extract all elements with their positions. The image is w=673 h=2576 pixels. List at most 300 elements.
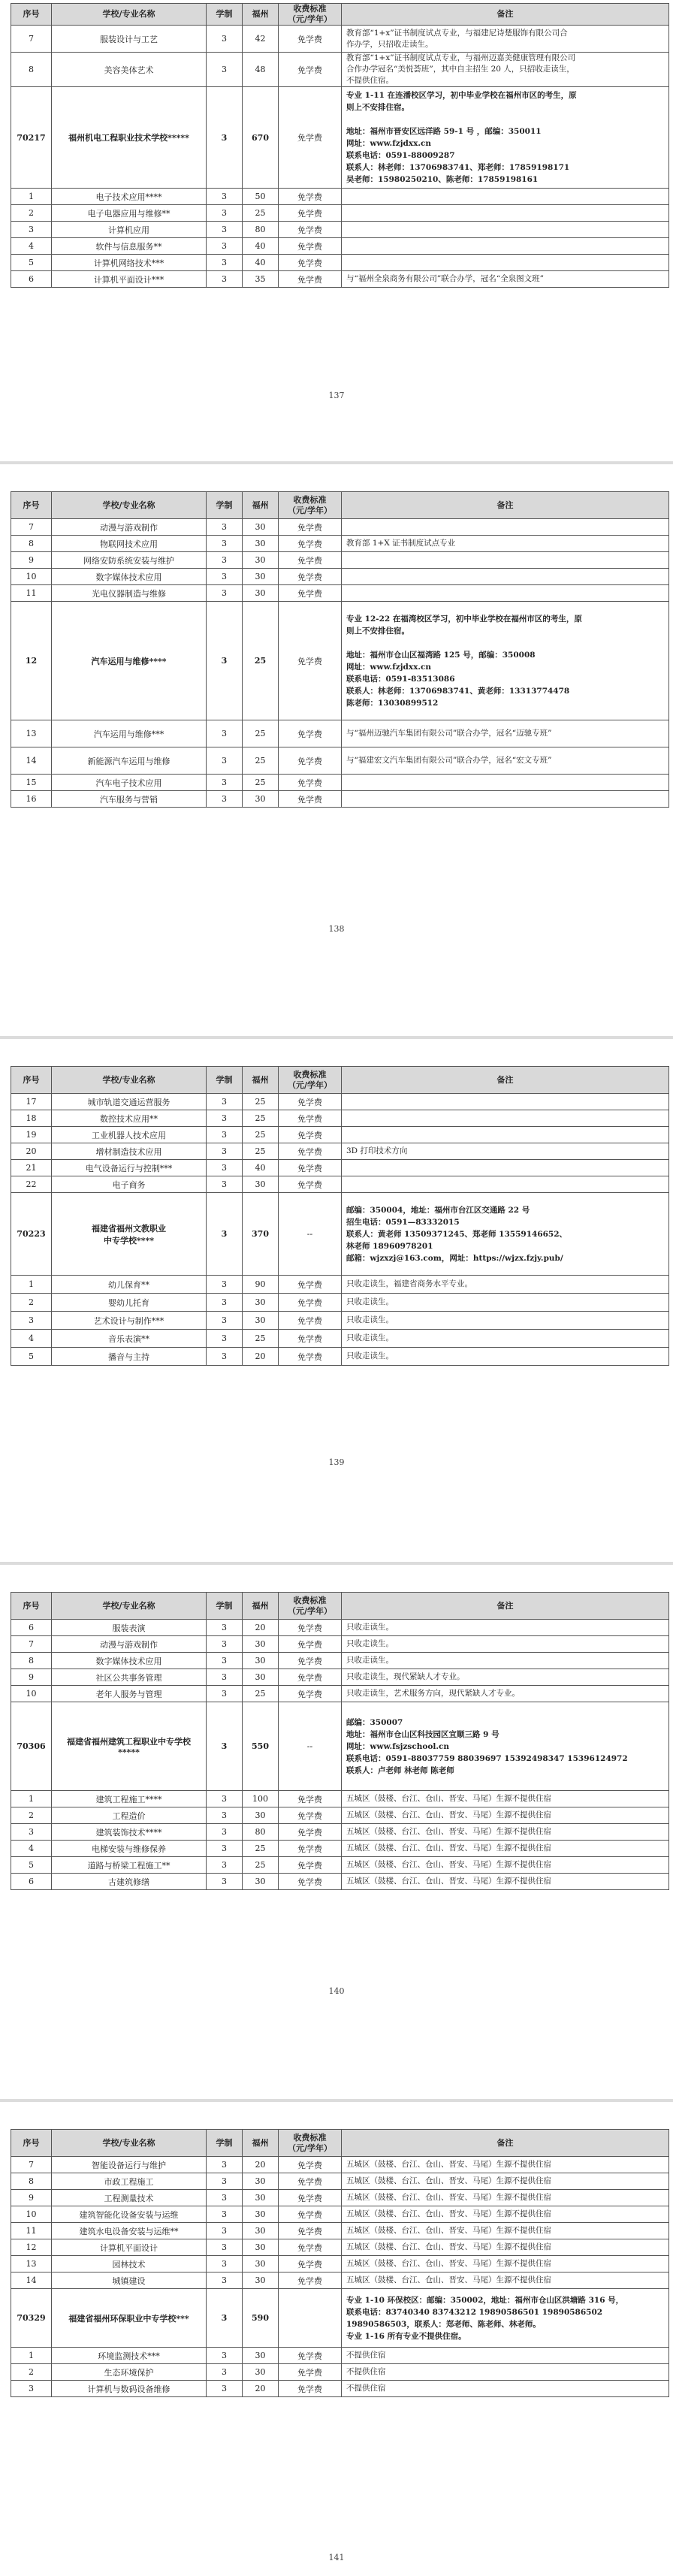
- cell-fuzhou-quota: 30: [243, 1669, 279, 1686]
- header-fee: 收费标准 （元/学年）: [279, 2130, 342, 2157]
- remark-line: 专业 1-10 环保校区：邮编：350002，地址：福州市仓山区洪塘路 316 号，: [346, 2295, 624, 2305]
- remark-line: 五城区（鼓楼、台江、仓山、晋安、马尾）生源不提供住宿: [346, 2209, 551, 2218]
- remark-line: 林老师 18960978201: [346, 1241, 433, 1251]
- cell-seq: 10: [11, 569, 52, 585]
- cell-remark: [342, 569, 669, 585]
- cell-fuzhou-quota: 48: [243, 53, 279, 87]
- cell-remark: [342, 238, 669, 255]
- major-name: 计算机应用: [52, 222, 207, 238]
- cell-remark: [342, 2206, 669, 2223]
- table-row: [11, 1330, 669, 1348]
- table-row: [11, 53, 669, 87]
- cell-fee: 免学费: [279, 569, 342, 585]
- table-row: [11, 791, 669, 808]
- header-years: 学制: [207, 4, 243, 26]
- remark-line: 联系电话：83740340 83743212 19890586501 19890586502: [346, 2307, 603, 2317]
- cell-years: 3: [207, 189, 243, 205]
- cell-years: 3: [207, 1874, 243, 1890]
- cell-years: 3: [207, 2223, 243, 2239]
- cell-years: 3: [207, 26, 243, 53]
- major-name: 电气设备运行与控制***: [52, 1160, 207, 1176]
- major-name: 物联网技术应用: [52, 536, 207, 552]
- cell-fuzhou-quota: 20: [243, 1620, 279, 1636]
- cell-fuzhou-quota: 25: [243, 205, 279, 222]
- cell-years: 3: [207, 1294, 243, 1312]
- school-name: 汽车运用与维修****: [52, 602, 207, 720]
- table-row: [11, 2206, 669, 2223]
- cell-fee: 免学费: [279, 1094, 342, 1110]
- remark-line: 招生电话：0591—83332015: [346, 1217, 460, 1227]
- remark-line: 只收走读生。: [346, 1297, 394, 1306]
- cell-years: 3: [207, 1653, 243, 1669]
- cell-remark: [342, 1874, 669, 1890]
- header-years: 学制: [207, 1067, 243, 1094]
- remark-line: 合作办学冠名“美悦荟班”，其中自主招生 20 人，只招收走读生，: [346, 65, 575, 74]
- cell-seq: 18: [11, 1110, 52, 1127]
- cell-remark: [342, 1857, 669, 1874]
- cell-remark: [342, 1110, 669, 1127]
- cell-years: 3: [207, 1330, 243, 1348]
- header-seq: 序号: [11, 2130, 52, 2157]
- cell-fuzhou-quota: 30: [243, 536, 279, 552]
- cell-fuzhou-quota: 30: [243, 2364, 279, 2381]
- remark-line: [346, 554, 664, 566]
- cell-seq: 21: [11, 1160, 52, 1176]
- cell-seq: 1: [11, 189, 52, 205]
- cell-fuzhou-quota: 30: [243, 519, 279, 536]
- header-fee: 收费标准 （元/学年）: [279, 1593, 342, 1620]
- header-fuzhou: 福州: [243, 1593, 279, 1620]
- table-row: [11, 775, 669, 791]
- cell-fee: 免学费: [279, 519, 342, 536]
- table-row: [11, 519, 669, 536]
- cell-remark: [342, 2256, 669, 2272]
- table-row: [11, 238, 669, 255]
- table-row: [11, 1669, 669, 1686]
- remark-line: 19890586503，联系人：郑老师、陈老师、林老师。: [346, 2319, 541, 2329]
- cell-years: 3: [207, 2256, 243, 2272]
- cell-seq: 6: [11, 1874, 52, 1890]
- major-name: 计算机网络技术***: [52, 255, 207, 271]
- major-name: 服装设计与工艺: [52, 26, 207, 53]
- cell-seq: 15: [11, 775, 52, 791]
- cell-seq: 9: [11, 1669, 52, 1686]
- cell-seq: 13: [11, 720, 52, 747]
- cell-fee: 免学费: [279, 1636, 342, 1653]
- page-number: 139: [328, 1457, 345, 1467]
- remark-line: [346, 191, 664, 202]
- cell-fuzhou-quota: 30: [243, 791, 279, 808]
- cell-fee: 免学费: [279, 238, 342, 255]
- major-name: 汽车电子技术应用: [52, 775, 207, 791]
- remark-line: 五城区（鼓楼、台江、仓山、晋安、马尾）生源不提供住宿: [346, 1810, 551, 1820]
- enrollment-table: [11, 3, 669, 288]
- cell-years: 3: [207, 2272, 243, 2289]
- remark-line: [346, 1113, 664, 1124]
- remark-line: 只收走读生。: [346, 1351, 394, 1360]
- school-name: 福建省福州环保职业中专学校***: [52, 2289, 207, 2348]
- cell-years: 3: [207, 519, 243, 536]
- cell-seq: 9: [11, 2190, 52, 2206]
- cell-fee: 免学费: [279, 1176, 342, 1193]
- major-name: 计算机平面设计: [52, 2239, 207, 2256]
- cell-remark: [342, 747, 669, 775]
- remark-line: 则上不安排住宿。: [346, 626, 409, 636]
- cell-fuzhou-quota: 20: [243, 1348, 279, 1366]
- cell-years: 3: [207, 1094, 243, 1110]
- cell-years: 3: [207, 87, 243, 189]
- cell-years: 3: [207, 602, 243, 720]
- table-row: [11, 1294, 669, 1312]
- cell-fee: 免学费: [279, 602, 342, 720]
- cell-remark: [342, 189, 669, 205]
- remark-line: 网址：www.fzjdxx.cn: [346, 139, 432, 148]
- cell-remark: [342, 1841, 669, 1857]
- header-remark: 备注: [342, 1593, 669, 1620]
- header-seq: 序号: [11, 1593, 52, 1620]
- cell-fuzhou-quota: 30: [243, 1294, 279, 1312]
- remark-line: 五城区（鼓楼、台江、仓山、晋安、马尾）生源不提供住宿: [346, 1827, 551, 1836]
- remark-line: [346, 224, 664, 235]
- cell-fee: 免学费: [279, 1857, 342, 1874]
- cell-years: 3: [207, 1110, 243, 1127]
- cell-fuzhou-quota: 30: [243, 1312, 279, 1330]
- remark-line: 五城区（鼓楼、台江、仓山、晋安、马尾）生源不提供住宿: [346, 1877, 551, 1886]
- cell-fee: 免学费: [279, 1160, 342, 1176]
- cell-years: 3: [207, 222, 243, 238]
- cell-fuzhou-quota: 25: [243, 1841, 279, 1857]
- cell-fee: --: [279, 1702, 342, 1791]
- cell-remark: [342, 1094, 669, 1110]
- table-row: [11, 720, 669, 747]
- cell-fuzhou-quota: 30: [243, 569, 279, 585]
- cell-remark: [342, 1686, 669, 1702]
- page-number: 141: [328, 2553, 345, 2562]
- header-remark: 备注: [342, 2130, 669, 2157]
- cell-fee: 免学费: [279, 271, 342, 288]
- table-row: [11, 1127, 669, 1143]
- remark-line: 与“福州迈驰汽车集团有限公司”联合办学，冠名“迈驰专班”: [346, 729, 552, 738]
- remark-line: [346, 793, 664, 805]
- remark-line: 地址：福州市晋安区远洋路 59-1 号 ，邮编：350011: [346, 127, 542, 136]
- cell-fuzhou-quota: 25: [243, 1127, 279, 1143]
- table-row: [11, 205, 669, 222]
- major-name: 建筑装饰技术****: [52, 1824, 207, 1841]
- cell-seq: 4: [11, 1330, 52, 1348]
- cell-years: 3: [207, 2190, 243, 2206]
- remark-line: 联系人：卢老师 林老师 陈老师: [346, 1765, 454, 1775]
- major-name: 社区公共事务管理: [52, 1669, 207, 1686]
- cell-remark: [342, 2190, 669, 2206]
- major-name: 婴幼儿托育: [52, 1294, 207, 1312]
- cell-remark: [342, 1193, 669, 1276]
- cell-years: 3: [207, 569, 243, 585]
- cell-seq: 4: [11, 238, 52, 255]
- table-row: [11, 1653, 669, 1669]
- cell-seq: 6: [11, 271, 52, 288]
- cell-remark: [342, 1160, 669, 1176]
- remark-line: 五城区（鼓楼、台江、仓山、晋安、马尾）生源不提供住宿: [346, 1860, 551, 1869]
- cell-seq: 1: [11, 1791, 52, 1807]
- cell-seq: 8: [11, 53, 52, 87]
- cell-fuzhou-quota: 50: [243, 189, 279, 205]
- table-row: [11, 2256, 669, 2272]
- cell-remark: [342, 552, 669, 569]
- remark-line: 邮箱：wjzxzj@163.com，网址：https://wjzx.fzjy.pub/: [346, 1253, 563, 1263]
- cell-seq: 12: [11, 602, 52, 720]
- header-years: 学制: [207, 1593, 243, 1620]
- cell-years: 3: [207, 720, 243, 747]
- table-row: [11, 1094, 669, 1110]
- table-row: [11, 1841, 669, 1857]
- cell-fuzhou-quota: 25: [243, 720, 279, 747]
- table-row: [11, 2223, 669, 2239]
- cell-seq: 70223: [11, 1193, 52, 1276]
- cell-years: 3: [207, 1686, 243, 1702]
- table-row: [11, 1160, 669, 1176]
- major-name: 电子商务: [52, 1176, 207, 1193]
- cell-seq: 2: [11, 1807, 52, 1824]
- cell-fee: 免学费: [279, 53, 342, 87]
- cell-years: 3: [207, 1176, 243, 1193]
- major-name: 计算机平面设计***: [52, 271, 207, 288]
- cell-fuzhou-quota: 100: [243, 1791, 279, 1807]
- remark-line: [346, 207, 664, 219]
- table-row: [11, 2348, 669, 2364]
- table-row: [11, 552, 669, 569]
- page-number: 138: [328, 924, 345, 934]
- cell-years: 3: [207, 1160, 243, 1176]
- cell-fee: 免学费: [279, 1874, 342, 1890]
- cell-fee: --: [279, 1193, 342, 1276]
- cell-remark: [342, 2223, 669, 2239]
- remark-line: [346, 257, 664, 268]
- cell-fuzhou-quota: 30: [243, 1636, 279, 1653]
- cell-fee: 免学费: [279, 2190, 342, 2206]
- remark-line: 吴老师：15980250210、陈老师：17859198161: [346, 175, 539, 184]
- cell-years: 3: [207, 1620, 243, 1636]
- header-fee: 收费标准 （元/学年）: [279, 1067, 342, 1094]
- cell-years: 3: [207, 1348, 243, 1366]
- table-row: [11, 1824, 669, 1841]
- table-row: [11, 1276, 669, 1294]
- major-name: 音乐表演**: [52, 1330, 207, 1348]
- cell-seq: 20: [11, 1143, 52, 1160]
- header-fuzhou: 福州: [243, 4, 279, 26]
- cell-seq: 3: [11, 1312, 52, 1330]
- cell-remark: [342, 2289, 669, 2348]
- cell-fee: 免学费: [279, 2223, 342, 2239]
- major-name: 老年人服务与管理: [52, 1686, 207, 1702]
- table-row: [11, 1143, 669, 1160]
- cell-seq: 10: [11, 2206, 52, 2223]
- cell-fuzhou-quota: 30: [243, 2272, 279, 2289]
- cell-fuzhou-quota: 30: [243, 2223, 279, 2239]
- cell-seq: 14: [11, 2272, 52, 2289]
- cell-years: 3: [207, 1791, 243, 1807]
- cell-years: 3: [207, 1824, 243, 1841]
- remark-line: [346, 777, 664, 788]
- cell-years: 3: [207, 1669, 243, 1686]
- header-remark: 备注: [342, 4, 669, 26]
- cell-fee: 免学费: [279, 775, 342, 791]
- cell-fuzhou-quota: 25: [243, 1143, 279, 1160]
- remark-line: 网址：www.fzjdxx.cn: [346, 662, 432, 672]
- cell-remark: [342, 2364, 669, 2381]
- remark-line: 只收走读生。: [346, 1315, 394, 1324]
- cell-fee: 免学费: [279, 2206, 342, 2223]
- remark-line: 作办学，只招收走读生。: [346, 39, 433, 49]
- school-name: 福建省福州建筑工程职业中专学校*****: [52, 1702, 207, 1791]
- remark-line: 不提供住宿: [346, 2351, 386, 2360]
- cell-fee: 免学费: [279, 747, 342, 775]
- major-name: 数控技术应用**: [52, 1110, 207, 1127]
- enrollment-table: [11, 491, 669, 808]
- cell-years: 3: [207, 747, 243, 775]
- cell-fee: 免学费: [279, 222, 342, 238]
- major-name: 电子电器应用与维修**: [52, 205, 207, 222]
- cell-remark: [342, 1807, 669, 1824]
- cell-fee: 免学费: [279, 189, 342, 205]
- cell-years: 3: [207, 552, 243, 569]
- cell-fuzhou-quota: 30: [243, 2206, 279, 2223]
- major-name: 播音与主持: [52, 1348, 207, 1366]
- cell-remark: [342, 1143, 669, 1160]
- cell-fee: [279, 2289, 342, 2348]
- cell-years: 3: [207, 1143, 243, 1160]
- table-row: [11, 2381, 669, 2397]
- remark-line: 只收走读生。: [346, 1333, 394, 1342]
- cell-seq: 7: [11, 26, 52, 53]
- cell-fee: 免学费: [279, 2364, 342, 2381]
- major-name: 建筑工程施工****: [52, 1791, 207, 1807]
- cell-remark: [342, 1294, 669, 1312]
- remark-line: 专业 12-22 在福湾校区学习，初中毕业学校在福州市区的考生，原: [346, 614, 582, 624]
- remark-line: [346, 1162, 664, 1173]
- cell-seq: 11: [11, 585, 52, 602]
- cell-remark: [342, 26, 669, 53]
- cell-years: 3: [207, 1193, 243, 1276]
- cell-seq: 70306: [11, 1702, 52, 1791]
- remark-line: 教育部 1+X 证书制度试点专业: [346, 539, 456, 548]
- cell-remark: [342, 1636, 669, 1653]
- header-seq: 序号: [11, 1067, 52, 1094]
- cell-fuzhou-quota: 40: [243, 1160, 279, 1176]
- header-name: 学校/专业名称: [52, 492, 207, 519]
- cell-remark: [342, 1653, 669, 1669]
- remark-line: 邮编：350007: [346, 1717, 403, 1727]
- cell-seq: 3: [11, 1824, 52, 1841]
- remark-line: [346, 1179, 664, 1190]
- header-remark: 备注: [342, 492, 669, 519]
- table-row: [11, 271, 669, 288]
- major-name: 艺术设计与制作***: [52, 1312, 207, 1330]
- cell-remark: [342, 1312, 669, 1330]
- cell-years: 3: [207, 1312, 243, 1330]
- major-name: 网络安防系统安装与维护: [52, 552, 207, 569]
- cell-fuzhou-quota: 25: [243, 1330, 279, 1348]
- cell-fee: 免学费: [279, 87, 342, 189]
- cell-fuzhou-quota: 30: [243, 2190, 279, 2206]
- cell-seq: 11: [11, 2223, 52, 2239]
- school-name: 福建省福州文教职业 中专学校****: [52, 1193, 207, 1276]
- remark-line: [346, 637, 664, 649]
- header-seq: 序号: [11, 4, 52, 26]
- cell-fee: 免学费: [279, 1127, 342, 1143]
- cell-fuzhou-quota: 30: [243, 2239, 279, 2256]
- cell-remark: [342, 271, 669, 288]
- major-name: 增材制造技术应用: [52, 1143, 207, 1160]
- cell-seq: 70217: [11, 87, 52, 189]
- cell-fuzhou-quota: 40: [243, 238, 279, 255]
- major-name: 城镇建设: [52, 2272, 207, 2289]
- cell-fuzhou-quota: 25: [243, 1686, 279, 1702]
- cell-fuzhou-quota: 550: [243, 1702, 279, 1791]
- cell-remark: [342, 2239, 669, 2256]
- major-name: 软件与信息服务**: [52, 238, 207, 255]
- header-name: 学校/专业名称: [52, 2130, 207, 2157]
- cell-remark: [342, 1176, 669, 1193]
- table-row: [11, 1620, 669, 1636]
- major-name: 城市轨道交通运营服务: [52, 1094, 207, 1110]
- school-row: [11, 1193, 669, 1276]
- cell-remark: [342, 2157, 669, 2173]
- remark-line: 则上不安排住宿。: [346, 103, 409, 112]
- remark-line: 五城区（鼓楼、台江、仓山、晋安、马尾）生源不提供住宿: [346, 2242, 551, 2251]
- cell-years: 3: [207, 1636, 243, 1653]
- table-row: [11, 1686, 669, 1702]
- cell-remark: [342, 1348, 669, 1366]
- table-row: [11, 569, 669, 585]
- major-name: 建筑水电设备安装与运维**: [52, 2223, 207, 2239]
- cell-seq: 7: [11, 1636, 52, 1653]
- cell-seq: 8: [11, 2173, 52, 2190]
- remark-line: 邮编：350004，地址：福州市台江区交通路 22 号: [346, 1205, 530, 1215]
- major-name: 美容美体艺术: [52, 53, 207, 87]
- table-row: [11, 1857, 669, 1874]
- major-name: 光电仪器制造与维修: [52, 585, 207, 602]
- cell-fee: 免学费: [279, 1620, 342, 1636]
- enrollment-table: [11, 1592, 669, 1890]
- cell-fuzhou-quota: 25: [243, 775, 279, 791]
- cell-years: 3: [207, 2289, 243, 2348]
- cell-years: 3: [207, 2206, 243, 2223]
- cell-years: 3: [207, 2364, 243, 2381]
- major-name: 新能源汽车运用与维修: [52, 747, 207, 775]
- cell-years: 3: [207, 1276, 243, 1294]
- cell-seq: 5: [11, 255, 52, 271]
- cell-fee: 免学费: [279, 552, 342, 569]
- cell-fee: 免学费: [279, 1276, 342, 1294]
- cell-fee: 免学费: [279, 1669, 342, 1686]
- cell-seq: 8: [11, 1653, 52, 1669]
- cell-years: 3: [207, 1857, 243, 1874]
- major-name: 工程测量技术: [52, 2190, 207, 2206]
- cell-remark: [342, 1669, 669, 1686]
- remark-line: 只收走读生。: [346, 1656, 394, 1665]
- cell-remark: [342, 87, 669, 189]
- cell-years: 3: [207, 238, 243, 255]
- remark-line: 五城区（鼓楼、台江、仓山、晋安、马尾）生源不提供住宿: [346, 2226, 551, 2235]
- remark-line: 五城区（鼓楼、台江、仓山、晋安、马尾）生源不提供住宿: [346, 2193, 551, 2202]
- table-row: [11, 585, 669, 602]
- cell-fee: 免学费: [279, 1312, 342, 1330]
- cell-years: 3: [207, 1807, 243, 1824]
- cell-fee: 免学费: [279, 2173, 342, 2190]
- remark-line: 五城区（鼓楼、台江、仓山、晋安、马尾）生源不提供住宿: [346, 2160, 551, 2169]
- cell-fee: 免学费: [279, 720, 342, 747]
- header-fuzhou: 福州: [243, 492, 279, 519]
